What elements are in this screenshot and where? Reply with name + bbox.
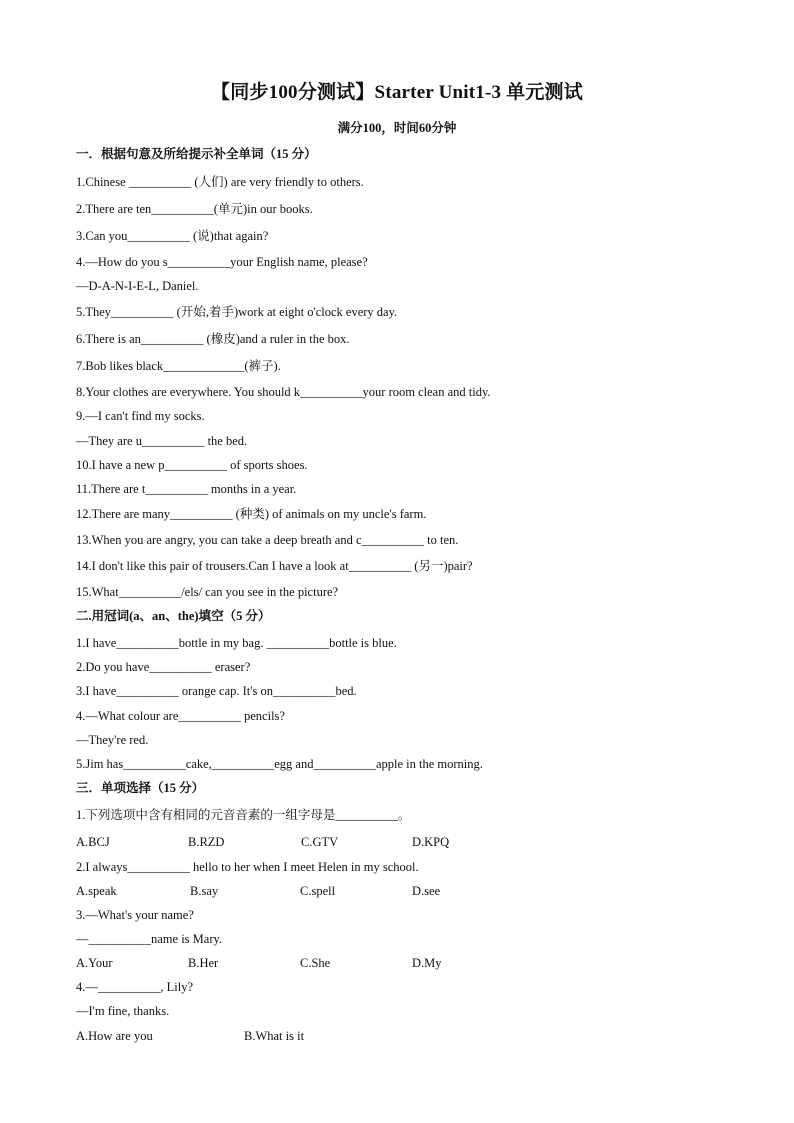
question-line: 5.They__________ (开始,着手)work at eight o'clock every day. (76, 305, 398, 319)
question-line: 7.Bob likes black_____________(裤子). (76, 359, 281, 373)
question-stem: 2.I always__________ hello to her when I meet Helen in my school. (76, 860, 419, 874)
section2-heading: 二.用冠词(a、an、the)填空（5 分） (76, 609, 271, 623)
question-stem-continuation: —I'm fine, thanks. (76, 1004, 170, 1018)
question-line: 15.What__________/els/ can you see in the picture? (76, 585, 339, 599)
answer-option: A.Your (76, 956, 113, 970)
answer-option: A.BCJ (76, 835, 110, 849)
section1-heading: 一．根据句意及所给提示补全单词（15 分） (76, 147, 317, 161)
question-line: 12.There are many__________ (种类) of animals on my uncle's farm. (76, 507, 427, 521)
answer-option: C.spell (300, 884, 336, 898)
answer-option: C.She (300, 956, 331, 970)
page-subtitle: 满分100，时间60分钟 (337, 121, 457, 135)
question-line: 9.—I can't find my socks. (76, 409, 205, 423)
question-line: —They are u__________ the bed. (76, 434, 248, 448)
question-line: 6.There is an__________ (橡皮)and a ruler in the box. (76, 332, 350, 346)
question-stem-continuation: —__________name is Mary. (76, 932, 223, 946)
question-line: 4.—What colour are__________ pencils? (76, 709, 285, 723)
question-line: 1.I have__________bottle in my bag. __________bottle is blue. (76, 636, 397, 650)
question-line: 4.—How do you s__________your English name, please? (76, 255, 368, 269)
answer-option: B.What is it (244, 1029, 305, 1043)
question-line: 8.Your clothes are everywhere. You should k__________your room clean and tidy. (76, 385, 491, 399)
question-line: —D-A-N-I-E-L, Daniel. (76, 279, 199, 293)
question-line: 1.Chinese __________ (人们) are very friendly to others. (76, 175, 364, 189)
page-title: 【同步100分测试】Starter Unit1-3 单元测试 (211, 82, 583, 103)
question-line: 13.When you are angry, you can take a deep breath and c__________ to ten. (76, 533, 459, 547)
answer-option: B.say (190, 884, 219, 898)
question-line: 2.There are ten__________(单元)in our books. (76, 202, 313, 216)
question-stem: 4.—__________, Lily? (76, 980, 194, 994)
question-line: 11.There are t__________ months in a year. (76, 482, 297, 496)
answer-option: B.RZD (188, 835, 225, 849)
question-line: 14.I don't like this pair of trousers.Can I have a look at__________ (另一)pair? (76, 559, 473, 573)
answer-option: B.Her (188, 956, 219, 970)
question-line: 3.Can you__________ (说)that again? (76, 229, 269, 243)
answer-option: D.see (412, 884, 441, 898)
answer-option: A.speak (76, 884, 117, 898)
question-line: 2.Do you have__________ eraser? (76, 660, 251, 674)
question-stem: 3.—What's your name? (76, 908, 194, 922)
question-line: 5.Jim has__________cake,__________egg and__________apple in the morning. (76, 757, 483, 771)
answer-option: D.My (412, 956, 442, 970)
question-line: 10.I have a new p__________ of sports shoes. (76, 458, 308, 472)
question-line: 3.I have__________ orange cap. It's on__________bed. (76, 684, 357, 698)
question-stem: 1.下列选项中含有相同的元音音素的一组字母是__________。 (76, 808, 411, 822)
question-line: —They're red. (76, 733, 149, 747)
answer-option: D.KPQ (412, 835, 450, 849)
answer-option: C.GTV (301, 835, 339, 849)
answer-option: A.How are you (76, 1029, 153, 1043)
section3-heading: 三．单项选择（15 分） (76, 781, 205, 795)
